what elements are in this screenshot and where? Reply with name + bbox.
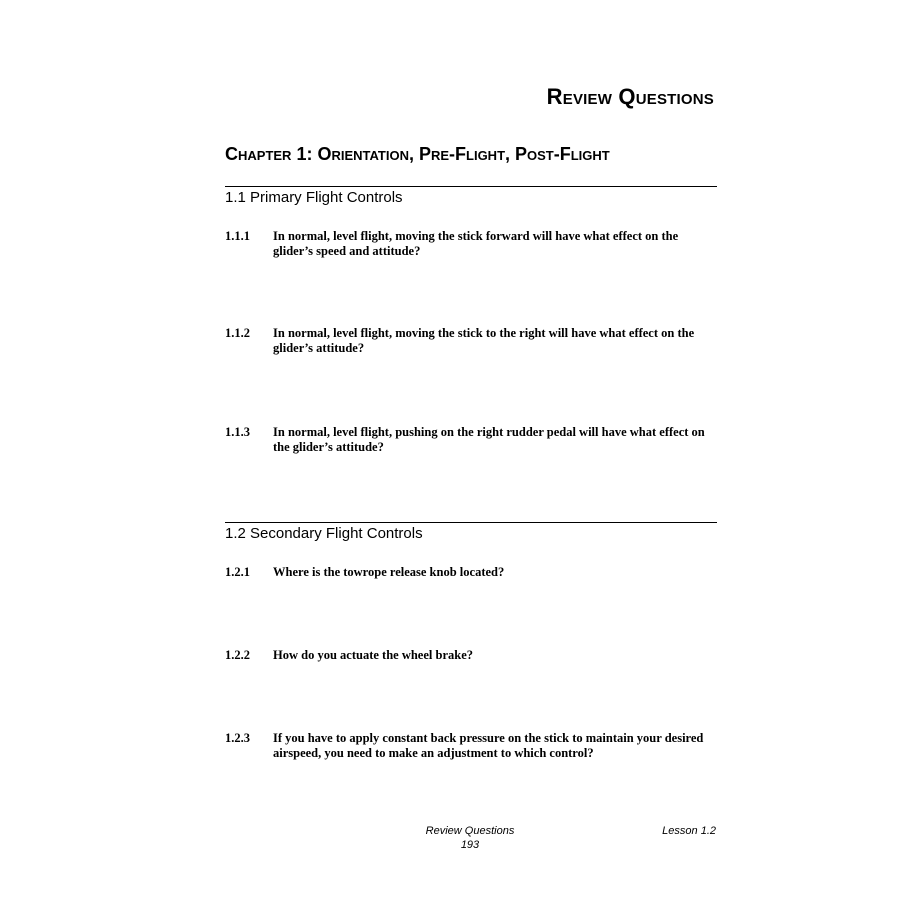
section-heading: 1.1 Primary Flight Controls bbox=[225, 189, 403, 206]
question-number: 1.2.1 bbox=[225, 565, 250, 579]
page-number: 193 bbox=[460, 839, 480, 851]
section-heading: 1.2 Secondary Flight Controls bbox=[225, 525, 423, 542]
question-text: In normal, level flight, pushing on the right rudder pedal will have what effect on the glider’s attitude? bbox=[273, 425, 705, 454]
question-text: How do you actuate the wheel brake? bbox=[273, 648, 473, 662]
question-number: 1.1.2 bbox=[225, 326, 250, 340]
chapter-title: Chapter 1: Orientation, Pre-Flight, Post-Flight bbox=[225, 144, 610, 164]
page-title: Review Questions bbox=[546, 84, 714, 109]
section-primary-flight-controls bbox=[225, 186, 717, 206]
section-divider bbox=[225, 186, 717, 187]
question-number: 1.1.3 bbox=[225, 425, 250, 439]
question-number: 1.1.1 bbox=[225, 229, 250, 243]
section-divider bbox=[225, 522, 717, 523]
question-number: 1.2.2 bbox=[225, 648, 250, 662]
section-secondary-flight-controls bbox=[225, 522, 717, 542]
question-text: In normal, level flight, moving the stick to the right will have what effect on the glider’s attitude? bbox=[273, 326, 695, 355]
question-text: If you have to apply constant back pressure on the stick to maintain your desired airspeed, you need to make an adjustment to which control? bbox=[273, 731, 704, 760]
footer-lesson: Lesson 1.2 bbox=[662, 825, 716, 837]
question-text: In normal, level flight, moving the stick forward will have what effect on the glider’s speed and attitude? bbox=[273, 229, 679, 258]
footer-title: Review Questions bbox=[425, 825, 515, 837]
page-footer bbox=[370, 824, 570, 852]
question-text: Where is the towrope release knob located? bbox=[273, 565, 505, 579]
question-number: 1.2.3 bbox=[225, 731, 250, 745]
